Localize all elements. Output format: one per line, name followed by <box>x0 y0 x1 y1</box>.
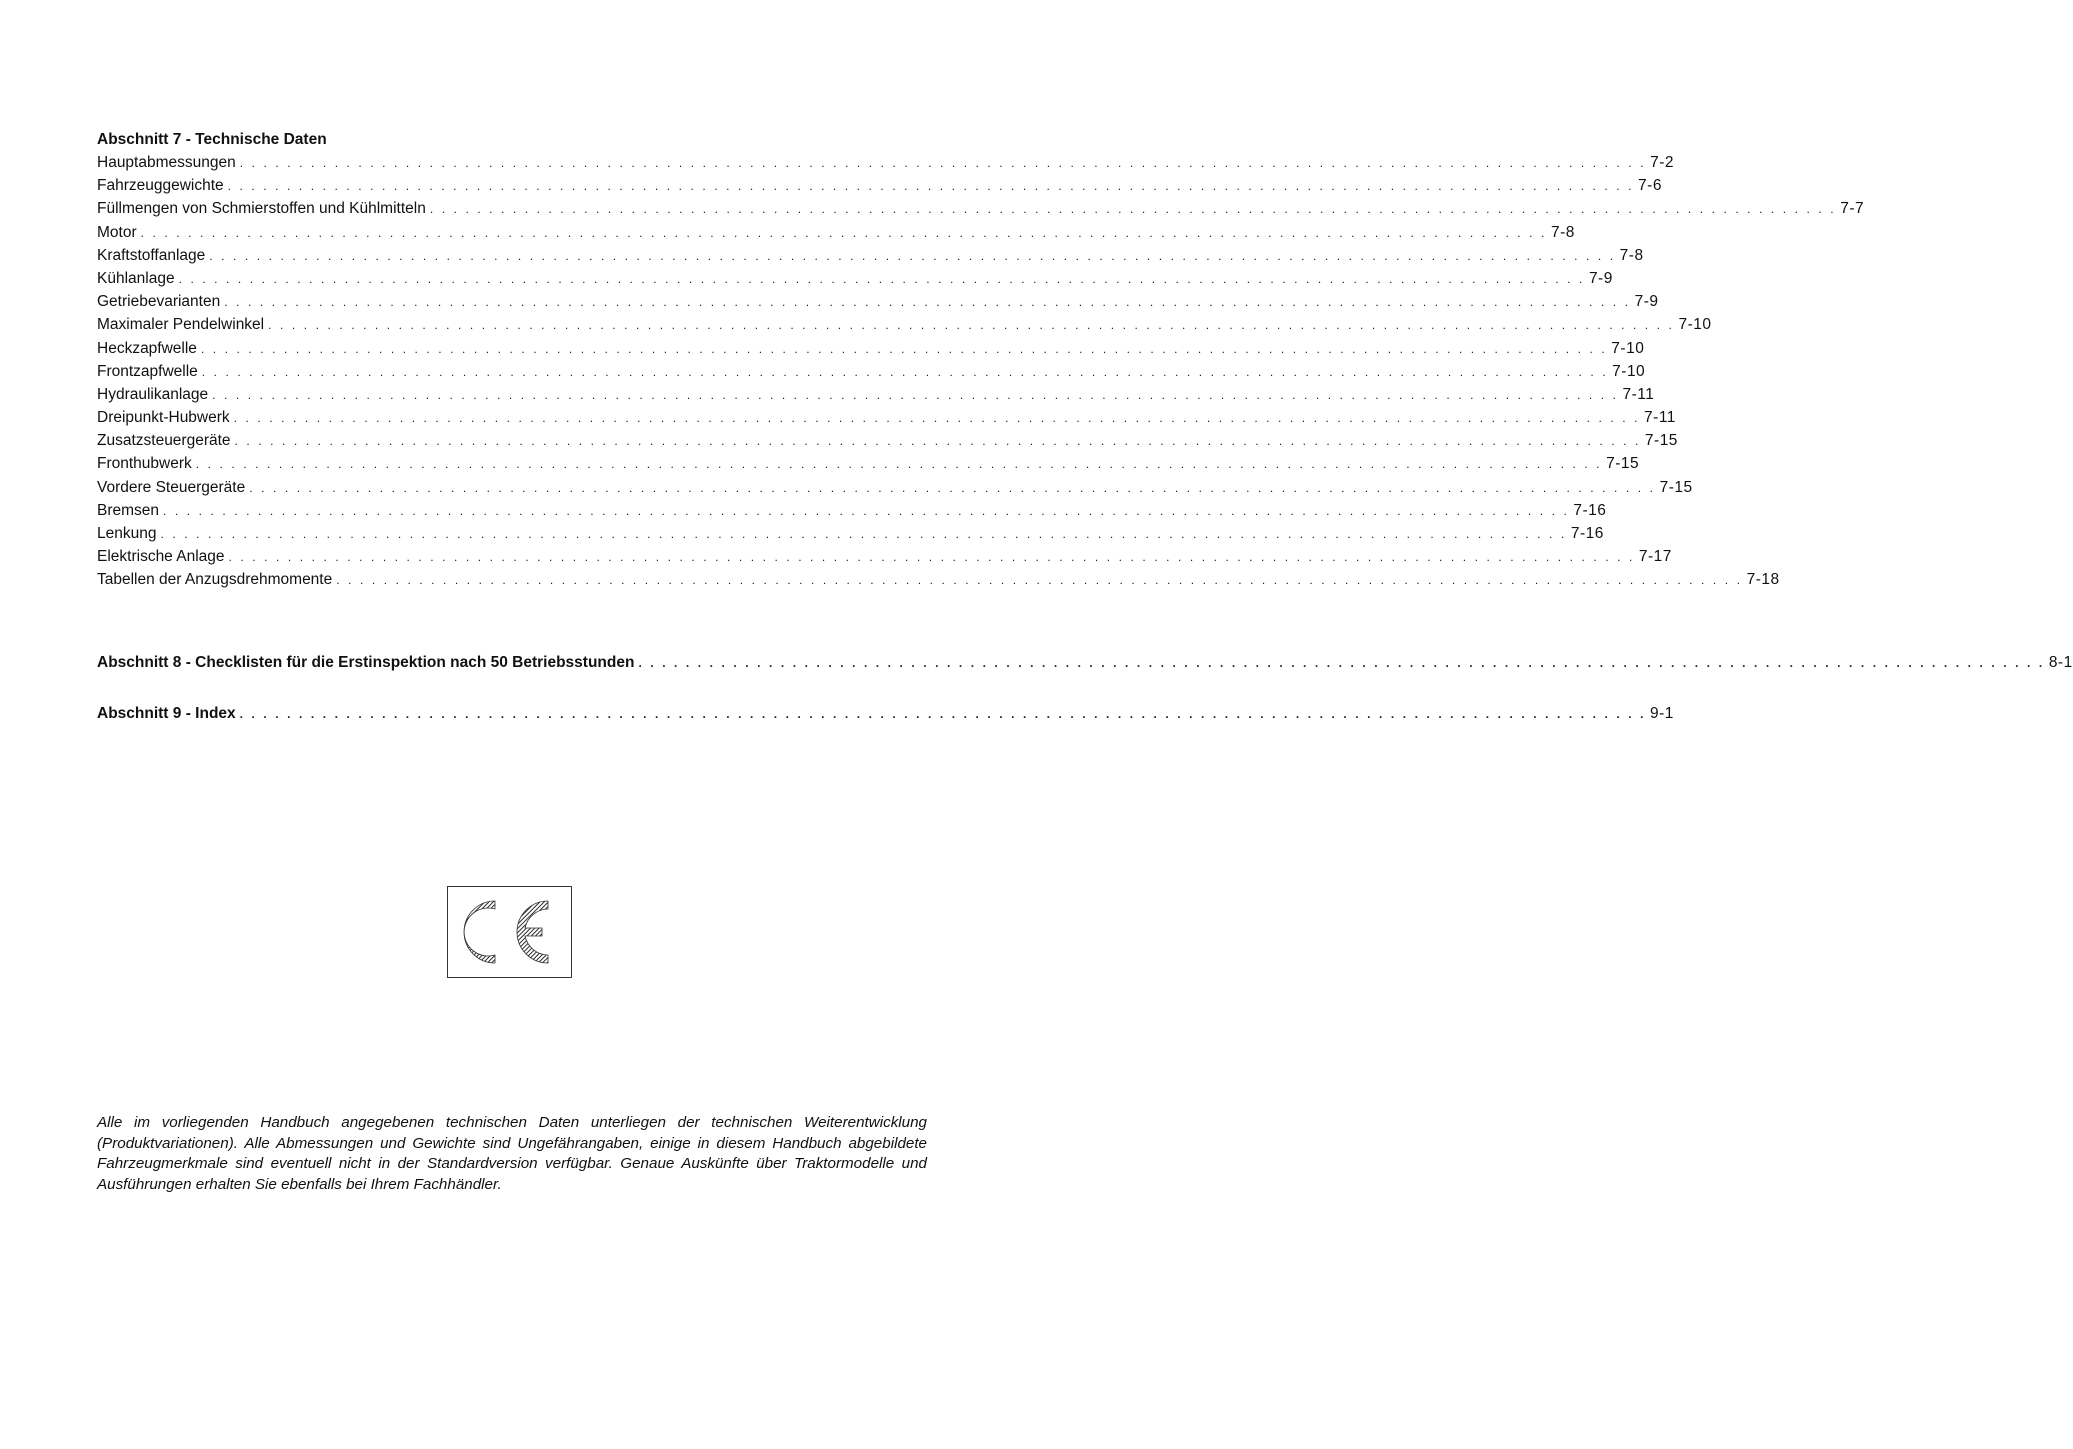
toc-entry[interactable] <box>97 522 1604 545</box>
ce-letter-c <box>464 901 495 963</box>
toc-entry-label: Motor <box>97 223 137 241</box>
toc-section-7 <box>97 128 1865 592</box>
ce-mark-graphic <box>448 887 570 976</box>
dot-leader: . . . . . . . . . . . . . . . . . . . . . . . . . . . . . . . . . . . . . . . . . . . . . . . . . . . . . . . . . . . . . . . . . . . . . . . . . . . . . . . . . . . . . . . . . . . . . . . . . . . . . . . . . . . . . . . . . . . . . . . <box>212 387 1619 402</box>
toc-section-9 <box>97 702 1674 725</box>
section-heading: Abschnitt 8 - Checklisten für die Erstinspektion nach 50 Betriebsstunden <box>97 654 635 671</box>
dot-leader: . . . . . . . . . . . . . . . . . . . . . . . . . . . . . . . . . . . . . . . . . . . . . . . . . . . . . . . . . . . . . . . . . . . . . . . . . . . . . . . . . . . . . . . . . . . . . . . . . . . . . . . . . . . . . . . . . . . . . . . <box>239 707 1647 721</box>
toc-entry-label: Füllmengen von Schmierstoffen und Kühlmitteln <box>97 200 426 218</box>
dot-leader: . . . . . . . . . . . . . . . . . . . . . . . . . . . . . . . . . . . . . . . . . . . . . . . . . . . . . . . . . . . . . . . . . . . . . . . . . . . . . . . . . . . . . . . . . . . . . . . . . . . . . . . . . . . . . . . . . . . . . . . <box>228 550 1635 565</box>
toc-entry-page: 7-8 <box>1619 246 1644 264</box>
dot-leader: . . . . . . . . . . . . . . . . . . . . . . . . . . . . . . . . . . . . . . . . . . . . . . . . . . . . . . . . . . . . . . . . . . . . . . . . . . . . . . . . . . . . . . . . . . . . . . . . . . . . . . . . . . . . . . . . . . . . . . . <box>249 480 1656 495</box>
toc-entry-label: Tabellen der Anzugsdrehmomente <box>97 571 333 589</box>
toc-entry-label: Getriebevarianten <box>97 293 221 311</box>
dot-leader: . . . . . . . . . . . . . . . . . . . . . . . . . . . . . . . . . . . . . . . . . . . . . . . . . . . . . . . . . . . . . . . . . . . . . . . . . . . . . . . . . . . . . . . . . . . . . . . . . . . . . . . . . . . . . . . . . . . . . . . <box>336 573 1743 588</box>
toc-entry-list <box>97 151 1865 592</box>
dot-leader: . . . . . . . . . . . . . . . . . . . . . . . . . . . . . . . . . . . . . . . . . . . . . . . . . . . . . . . . . . . . . . . . . . . . . . . . . . . . . . . . . . . . . . . . . . . . . . . . . . . . . . . . . . . . . . . . . . . . . . . <box>195 457 1603 472</box>
toc-entry[interactable] <box>97 452 1640 475</box>
toc-entry[interactable] <box>97 197 1865 220</box>
toc-entry-label: Fahrzeuggewichte <box>97 177 224 195</box>
toc-entry-page: 7-10 <box>1612 362 1646 380</box>
dot-leader: . . . . . . . . . . . . . . . . . . . . . . . . . . . . . . . . . . . . . . . . . . . . . . . . . . . . . . . . . . . . . . . . . . . . . . . . . . . . . . . . . . . . . . . . . . . . . . . . . . . . . . . . . . . . . . . . . . . . . . . <box>233 411 1641 426</box>
toc-entry[interactable] <box>97 476 1693 499</box>
toc-entry-page: 7-11 <box>1644 409 1676 427</box>
toc-entry-label: Fronthubwerk <box>97 455 192 473</box>
toc-entry-label: Elektrische Anlage <box>97 548 225 566</box>
toc-entry-page: 7-8 <box>1550 223 1575 241</box>
section-heading: Abschnitt 7 - Technische Daten <box>97 131 327 148</box>
toc-entry-page: 7-18 <box>1746 571 1780 589</box>
toc-entry-page: 7-15 <box>1606 455 1640 473</box>
dot-leader: . . . . . . . . . . . . . . . . . . . . . . . . . . . . . . . . . . . . . . . . . . . . . . . . . . . . . . . . . . . . . . . . . . . . . . . . . . . . . . . . . . . . . . . . . . . . . . . . . . . . . . . . . . . . . . . . . . . . . . . <box>227 179 1635 194</box>
toc-entry[interactable] <box>97 383 1655 406</box>
toc-entry-label: Dreipunkt-Hubwerk <box>97 409 230 427</box>
dot-leader: . . . . . . . . . . . . . . . . . . . . . . . . . . . . . . . . . . . . . . . . . . . . . . . . . . . . . . . . . . . . . . . . . . . . . . . . . . . . . . . . . . . . . . . . . . . . . . . . . . . . . . . . . . . . . . . . . . . . . . . <box>234 434 1641 449</box>
dot-leader: . . . . . . . . . . . . . . . . . . . . . . . . . . . . . . . . . . . . . . . . . . . . . . . . . . . . . . . . . . . . . . . . . . . . . . . . . . . . . . . . . . . . . . . . . . . . . . . . . . . . . . . . . . . . . . . . . . . . . . . <box>239 156 1647 170</box>
dot-leader: . . . . . . . . . . . . . . . . . . . . . . . . . . . . . . . . . . . . . . . . . . . . . . . . . . . . . . . . . . . . . . . . . . . . . . . . . . . . . . . . . . . . . . . . . . . . . . . . . . . . . . . . . . . . . . . . . . . . . . . <box>638 656 2045 670</box>
toc-entry[interactable] <box>97 221 1575 244</box>
toc-entry-label: Kühlanlage <box>97 269 175 287</box>
toc-entry[interactable] <box>97 568 1780 591</box>
toc-entry[interactable] <box>97 290 1659 313</box>
dot-leader: . . . . . . . . . . . . . . . . . . . . . . . . . . . . . . . . . . . . . . . . . . . . . . . . . . . . . . . . . . . . . . . . . . . . . . . . . . . . . . . . . . . . . . . . . . . . . . . . . . . . . . . . . . . . . . . . . . . . . . . <box>178 271 1585 286</box>
toc-entry[interactable] <box>97 151 1675 174</box>
dot-leader: . . . . . . . . . . . . . . . . . . . . . . . . . . . . . . . . . . . . . . . . . . . . . . . . . . . . . . . . . . . . . . . . . . . . . . . . . . . . . . . . . . . . . . . . . . . . . . . . . . . . . . . . . . . . . . . . . . . . . . . <box>224 295 1631 310</box>
toc-entry-page: 7-6 <box>1638 177 1662 195</box>
dot-leader: . . . . . . . . . . . . . . . . . . . . . . . . . . . . . . . . . . . . . . . . . . . . . . . . . . . . . . . . . . . . . . . . . . . . . . . . . . . . . . . . . . . . . . . . . . . . . . . . . . . . . . . . . . . . . . . . . . . . . . . <box>200 341 1608 356</box>
toc-entry-label: Zusatzsteuergeräte <box>97 432 231 450</box>
toc-entry-page: 9-1 <box>1650 705 1674 722</box>
disclaimer-text: Alle im vorliegenden Handbuch angegebenen technischen Daten unterliegen der technischen Weiterentwicklung (Produktvariationen). Alle Abmessungen und Gewichte sind Ungefährangaben, einige in diesem Handbuch abgebildete Fahrzeugmerkmale sind eventuell nicht in der Standardversion verfügbar. Genaue Auskünfte über Traktormodelle und Ausführungen erhalten Sie ebenfalls bei Ihrem Fachhändler. <box>97 1114 927 1193</box>
toc-entry-page: 7-17 <box>1638 548 1672 566</box>
ce-letter-e <box>517 901 548 963</box>
toc-entry-label: Vordere Steuergeräte <box>97 478 246 496</box>
toc-entry-label: Hauptabmessungen <box>97 154 236 171</box>
dot-leader: . . . . . . . . . . . . . . . . . . . . . . . . . . . . . . . . . . . . . . . . . . . . . . . . . . . . . . . . . . . . . . . . . . . . . . . . . . . . . . . . . . . . . . . . . . . . . . . . . . . . . . . . . . . . . . . . . . . . . . . <box>160 527 1567 541</box>
toc-entry[interactable] <box>97 244 1644 267</box>
ce-mark-icon <box>447 886 572 978</box>
toc-entry-page: 7-10 <box>1611 339 1645 357</box>
toc-entry-label: Kraftstoffanlage <box>97 246 206 264</box>
toc-entry-page: 7-10 <box>1678 316 1712 334</box>
toc-entry-section-9[interactable] <box>97 702 1674 725</box>
toc-entry-label: Hydraulikanlage <box>97 385 209 403</box>
toc-section-8 <box>97 651 2073 674</box>
section-heading: Abschnitt 9 - Index <box>97 705 236 722</box>
toc-entry-page: 7-7 <box>1840 200 1865 218</box>
toc-entry-page: 7-15 <box>1644 432 1678 450</box>
toc-entry-page: 7-9 <box>1588 269 1613 287</box>
dot-leader: . . . . . . . . . . . . . . . . . . . . . . . . . . . . . . . . . . . . . . . . . . . . . . . . . . . . . . . . . . . . . . . . . . . . . . . . . . . . . . . . . . . . . . . . . . . . . . . . . . . . . . . . . . . . . . . . . . . . . . . <box>163 503 1570 518</box>
toc-entry[interactable] <box>97 429 1678 452</box>
toc-entry[interactable] <box>97 360 1646 383</box>
toc-entry[interactable] <box>97 174 1662 197</box>
toc-entry-page: 7-9 <box>1634 293 1659 311</box>
toc-entry[interactable] <box>97 545 1672 568</box>
toc-entry[interactable] <box>97 406 1676 429</box>
toc-entry-label: Lenkung <box>97 525 157 542</box>
toc-entry[interactable] <box>97 499 1607 522</box>
dot-leader: . . . . . . . . . . . . . . . . . . . . . . . . . . . . . . . . . . . . . . . . . . . . . . . . . . . . . . . . . . . . . . . . . . . . . . . . . . . . . . . . . . . . . . . . . . . . . . . . . . . . . . . . . . . . . . . . . . . . . . . <box>209 248 1616 263</box>
toc-entry-page: 7-11 <box>1622 385 1655 403</box>
dot-leader: . . . . . . . . . . . . . . . . . . . . . . . . . . . . . . . . . . . . . . . . . . . . . . . . . . . . . . . . . . . . . . . . . . . . . . . . . . . . . . . . . . . . . . . . . . . . . . . . . . . . . . . . . . . . . . . . . . . . . . . <box>429 202 1837 217</box>
toc-entry[interactable] <box>97 267 1613 290</box>
toc-entry-label: Frontzapfwelle <box>97 362 198 380</box>
dot-leader: . . . . . . . . . . . . . . . . . . . . . . . . . . . . . . . . . . . . . . . . . . . . . . . . . . . . . . . . . . . . . . . . . . . . . . . . . . . . . . . . . . . . . . . . . . . . . . . . . . . . . . . . . . . . . . . . . . . . . . . <box>140 225 1547 240</box>
toc-entry-page: 7-16 <box>1573 501 1607 519</box>
toc-entry-page: 7-2 <box>1650 154 1675 171</box>
toc-entry[interactable] <box>97 313 1712 336</box>
toc-entry-page: 8-1 <box>2048 654 2073 671</box>
toc-entry-page: 7-15 <box>1659 478 1693 496</box>
dot-leader: . . . . . . . . . . . . . . . . . . . . . . . . . . . . . . . . . . . . . . . . . . . . . . . . . . . . . . . . . . . . . . . . . . . . . . . . . . . . . . . . . . . . . . . . . . . . . . . . . . . . . . . . . . . . . . . . . . . . . . . <box>201 364 1609 379</box>
toc-entry-label: Maximaler Pendelwinkel <box>97 316 265 334</box>
dot-leader: . . . . . . . . . . . . . . . . . . . . . . . . . . . . . . . . . . . . . . . . . . . . . . . . . . . . . . . . . . . . . . . . . . . . . . . . . . . . . . . . . . . . . . . . . . . . . . . . . . . . . . . . . . . . . . . . . . . . . . . <box>268 318 1675 333</box>
toc-entry-page: 7-16 <box>1570 525 1604 542</box>
toc-entry[interactable] <box>97 337 1645 360</box>
toc-entry-label: Heckzapfwelle <box>97 339 197 357</box>
toc-entry-section-8[interactable] <box>97 651 2073 674</box>
toc-entry-label: Bremsen <box>97 501 160 519</box>
